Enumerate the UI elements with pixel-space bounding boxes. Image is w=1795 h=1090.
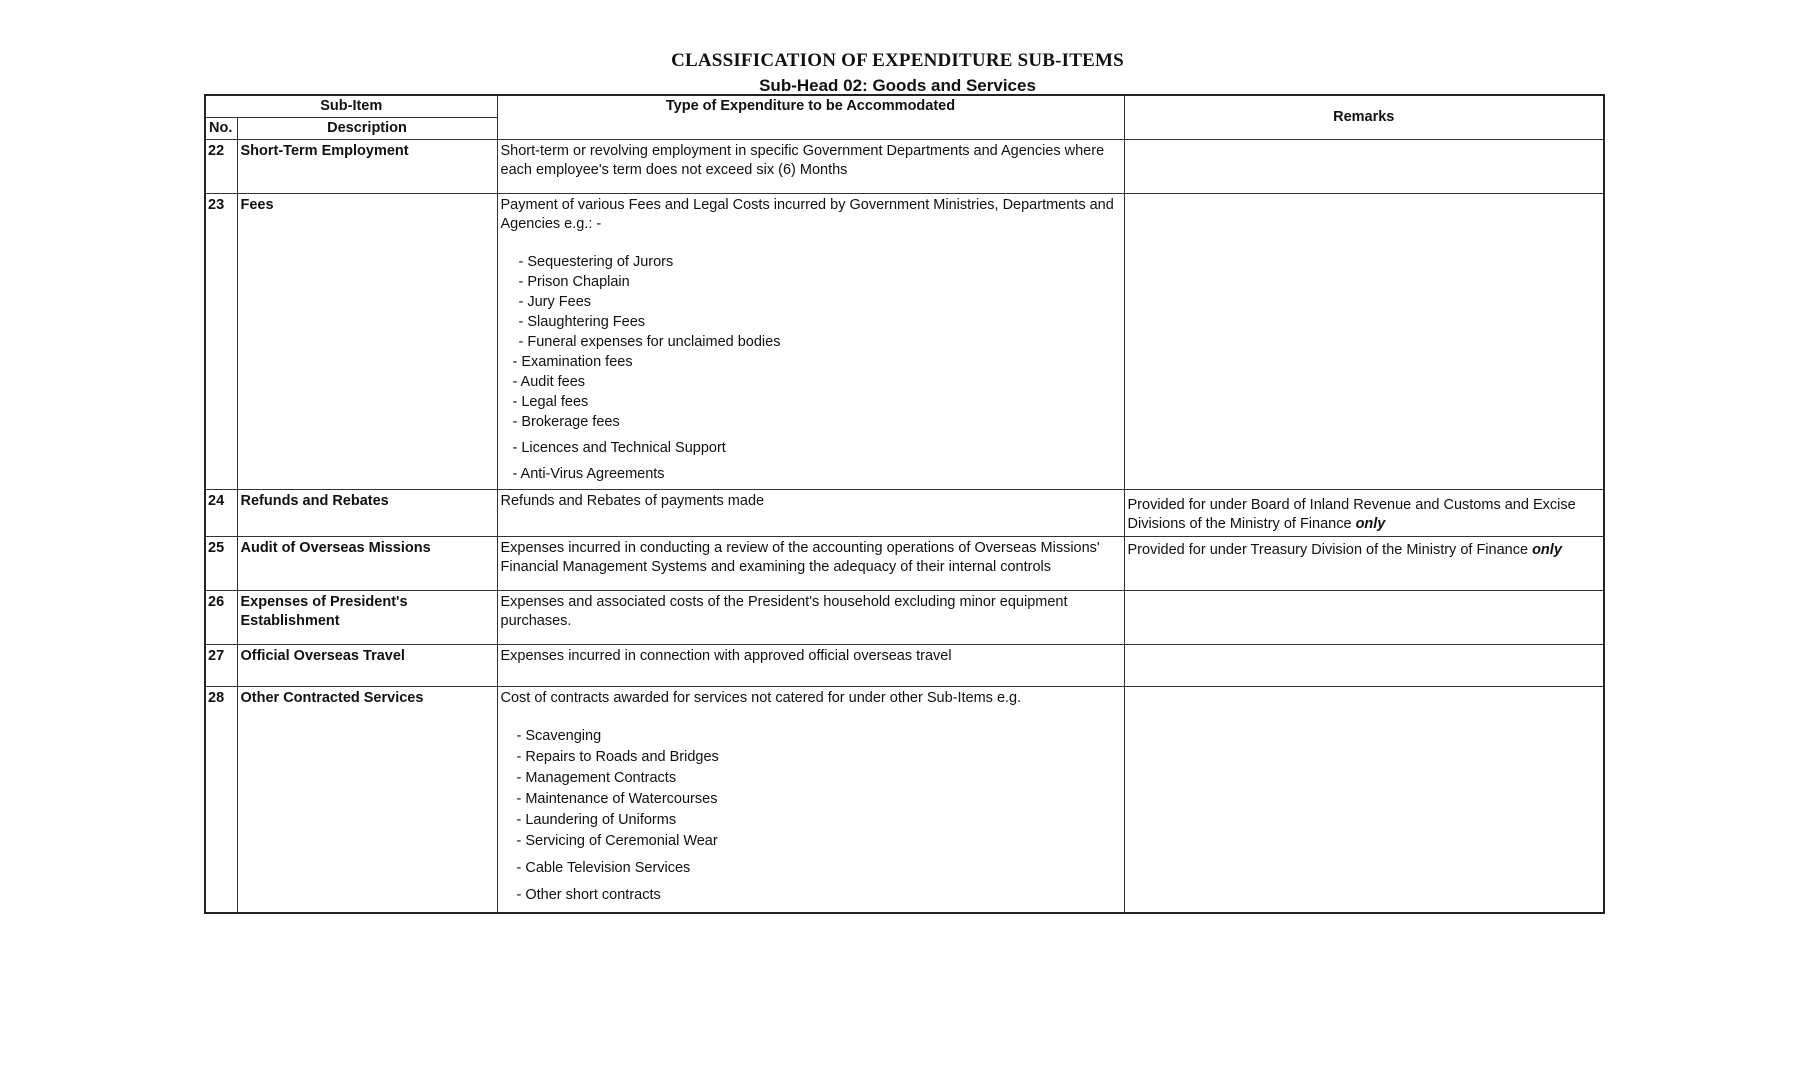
list-item: - Laundering of Uniforms xyxy=(516,812,677,828)
list-item: - Other short contracts xyxy=(516,887,661,903)
row-type-text: Expenses incurred in connection with approved official overseas travel xyxy=(500,648,952,664)
row-remarks xyxy=(1124,687,1604,913)
row-description: Short-Term Employment xyxy=(237,140,497,194)
row-remarks xyxy=(1124,140,1604,194)
row-remarks xyxy=(1124,645,1604,687)
table-row xyxy=(205,194,1604,490)
row-number: 27 xyxy=(205,645,237,687)
remarks-emphasis: only xyxy=(1355,516,1386,532)
row-number: 25 xyxy=(205,537,237,591)
table-row xyxy=(205,591,1604,645)
row-number: 22 xyxy=(205,140,237,194)
remarks-emphasis: only xyxy=(1532,542,1562,558)
header-description: Description xyxy=(237,118,497,140)
row-description: Fees xyxy=(237,194,497,490)
table-row xyxy=(205,537,1604,591)
list-item: - Jury Fees xyxy=(518,294,592,310)
table-row xyxy=(205,645,1604,687)
row-type-text: Expenses incurred in conducting a review of the accounting operations of Overseas Missions' Financial Management Systems and examining the adequacy of their internal controls xyxy=(500,540,1100,575)
list-item: - Management Contracts xyxy=(516,770,677,786)
row-type xyxy=(497,591,1124,645)
row-number: 24 xyxy=(205,490,237,537)
table-body xyxy=(205,140,1604,913)
table-row xyxy=(205,490,1604,537)
row-description: Other Contracted Services xyxy=(237,687,497,913)
remarks-text: Provided for under Board of Inland Revenue and Customs and Excise Divisions of the Ministry of Finance xyxy=(1127,497,1576,532)
list-item: - Licences and Technical Support xyxy=(512,440,726,456)
header-type: Type of Expenditure to be Accommodated xyxy=(497,95,1124,140)
expenditure-table xyxy=(204,94,1605,914)
list-item: - Cable Television Services xyxy=(516,860,691,876)
row-remarks xyxy=(1124,591,1604,645)
row-type xyxy=(497,490,1124,537)
row-type-text: Payment of various Fees and Legal Costs incurred by Government Ministries, Departments and Agencies e.g.: - xyxy=(500,197,1114,232)
row-description: Audit of Overseas Missions xyxy=(237,537,497,591)
remarks-text: Provided for under Treasury Division of the Ministry of Finance xyxy=(1127,542,1529,558)
row-type-text: Cost of contracts awarded for services not catered for under other Sub-Items e.g. xyxy=(500,690,1022,706)
row-type xyxy=(497,194,1124,490)
row-type xyxy=(497,645,1124,687)
list-item: - Anti-Virus Agreements xyxy=(512,466,665,482)
list-item: - Maintenance of Watercourses xyxy=(516,791,718,807)
row-type xyxy=(497,140,1124,194)
header-remarks: Remarks xyxy=(1124,95,1604,140)
list-item: - Legal fees xyxy=(512,394,589,410)
table-row xyxy=(205,140,1604,194)
service-list xyxy=(501,726,1121,906)
row-remarks xyxy=(1124,490,1604,537)
row-type-text: Short-term or revolving employment in specific Government Departments and Agencies where each employee's term does not exceed six (6) Months xyxy=(500,143,1105,178)
row-type-text: Expenses and associated costs of the President's household excluding minor equipment purchases. xyxy=(500,594,1068,629)
table-row xyxy=(205,687,1604,913)
list-item: - Sequestering of Jurors xyxy=(518,254,674,270)
list-item: - Prison Chaplain xyxy=(518,274,630,290)
row-number: 23 xyxy=(205,194,237,490)
list-item: - Slaughtering Fees xyxy=(518,314,646,330)
list-item: - Servicing of Ceremonial Wear xyxy=(516,833,718,849)
row-type-text: Refunds and Rebates of payments made xyxy=(500,493,765,509)
row-remarks xyxy=(1124,537,1604,591)
header-no: No. xyxy=(205,118,237,140)
list-item: - Examination fees xyxy=(512,354,633,370)
row-number: 28 xyxy=(205,687,237,913)
row-type xyxy=(497,687,1124,913)
row-description: Official Overseas Travel xyxy=(237,645,497,687)
row-description: Refunds and Rebates xyxy=(237,490,497,537)
row-number: 26 xyxy=(205,591,237,645)
row-type xyxy=(497,537,1124,591)
list-item: - Funeral expenses for unclaimed bodies xyxy=(518,334,781,350)
row-remarks xyxy=(1124,194,1604,490)
list-item: - Scavenging xyxy=(516,728,602,744)
document-subtitle: Sub-Head 02: Goods and Services xyxy=(759,76,1036,95)
document-title: CLASSIFICATION OF EXPENDITURE SUB-ITEMS xyxy=(671,50,1124,71)
fee-list xyxy=(501,252,1121,484)
list-item: - Repairs to Roads and Bridges xyxy=(516,749,719,765)
row-description: Expenses of President's Establishment xyxy=(237,591,497,645)
list-item: - Audit fees xyxy=(512,374,586,390)
header-sub-item: Sub-Item xyxy=(205,95,497,118)
list-item: - Brokerage fees xyxy=(512,414,620,430)
